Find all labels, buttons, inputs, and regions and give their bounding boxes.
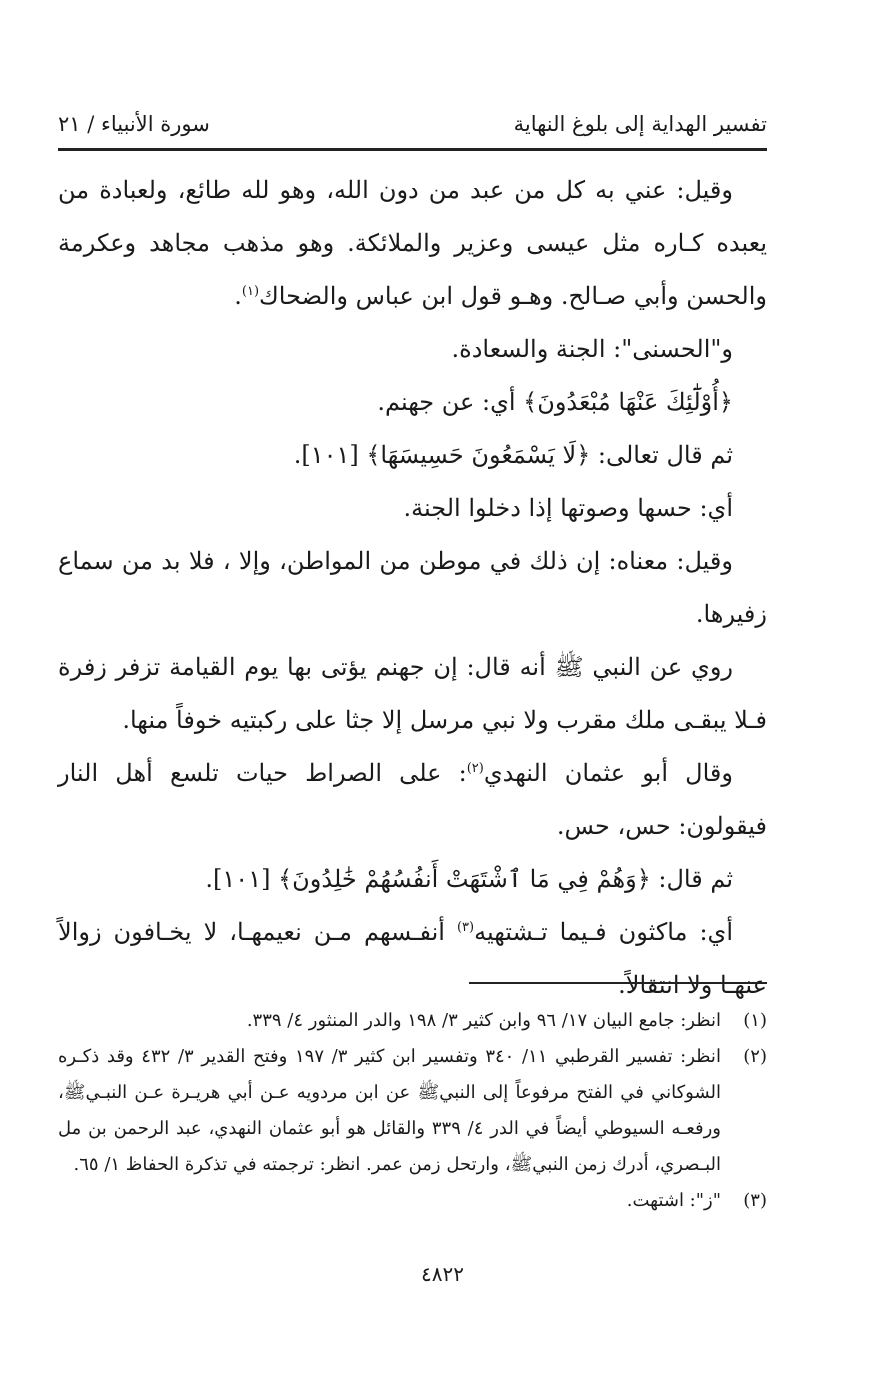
footnote-number: (٢) [743,1046,767,1067]
running-title: تفسير الهداية إلى بلوغ النهاية [513,112,767,136]
footnote-marker: (٢) [466,761,484,776]
page-number: ٤٨٢٢ [421,1262,464,1286]
paragraph: وقيل: عني به كل من عبد من دون الله، وهو لله طائع، ولعبادة من يعبده كـاره مثل عيسى وعزير والملائكة. وهو مذهب مجاهد وعكرمة والحسن وأبي صـالح. وهـو قول ابن عباس والضحاك$^{(١)}$. [58,176,767,310]
footnote-number: (١) [743,1010,767,1031]
paragraph: وقال أبو عثمان النهدي$^{(٢)}$: على الصراط حيات تلسع أهل النار فيقولون: حس، حس. [58,759,767,840]
footnote-marker: (١) [241,284,260,299]
paragraph: روي عن النبي ﷺ أنه قال: إن جهنم يؤتى بها يوم القيامة تزفر زفرة فـلا يبقـى ملك مقرب ولا نبي مرسل إلا جثا على ركبتيه خوفاً منها. [58,653,767,734]
footnote-rule [469,982,767,984]
footnote [58,1183,767,1219]
footnotes [58,1003,767,1219]
footnote-text: انظر: تفسير القرطبي ١١/ ٣٤٠ وتفسير ابن كثير ٣/ ١٩٧ وفتح القدير ٣/ ٤٣٢ وقد ذكـره الشوكاني في الفتح مرفوعاً إلى النبيﷺ عن ابن مردويه عـن أبي هريـرة عـن النبـيﷺ، ورفعـه السيوطي أيضاً في الدر ٤/ ٣٣٩ والقائل هو أبو عثمان النهدي، عبد الرحمن بن مل البـصري، أدرك زمن النبيﷺ، وارتحل زمن عمر. انظر: ترجمته في تذكرة الحفاظ ١/ ٦٥. [58,1046,721,1175]
footnote [58,1003,767,1039]
paragraph: ثم قال: ﴿وَهُمْ فِي مَا ٱشْتَهَتْ أَنفُسُهُمْ خَٰلِدُونَ﴾ [١٠١]. [205,865,733,893]
paragraph: أي: ماكثون فـيما تـشتهيه$^{(٣)}$ أنفـسهم مـن نعيمهـا، لا يخـافون زوالاً عنهـا ولا انتقالاً. [58,918,767,999]
surah-reference: سورة الأنبياء / ٢١ [58,112,210,136]
footnote-text: انظر: جامع البيان ١٧/ ٩٦ وابن كثير ٣/ ١٩٨ والدر المنثور ٤/ ٣٣٩. [246,1010,721,1031]
header-rule [58,148,767,151]
footnote [58,1039,767,1183]
paragraph: ﴿أُوْلَٰٓئِكَ عَنْهَا مُبْعَدُونَ﴾ أي: عن جهنم. [377,388,733,416]
footnote-number: (٣) [743,1190,767,1211]
paragraph: أي: حسها وصوتها إذا دخلوا الجنة. [403,494,733,522]
paragraph: وقيل: معناه: إن ذلك في موطن من المواطن، وإلا ، فلا بد من سماع زفيرها. [58,547,767,628]
paragraph: و"الحسنى": الجنة والسعادة. [451,335,733,363]
footnote-text: "ز": اشتهت. [626,1190,721,1211]
main-text [58,164,767,1012]
footnote-marker: (٣) [456,920,475,935]
paragraph: ثم قال تعالى: ﴿لَا يَسْمَعُونَ حَسِيسَهَا﴾ [١٠١]. [293,441,733,469]
